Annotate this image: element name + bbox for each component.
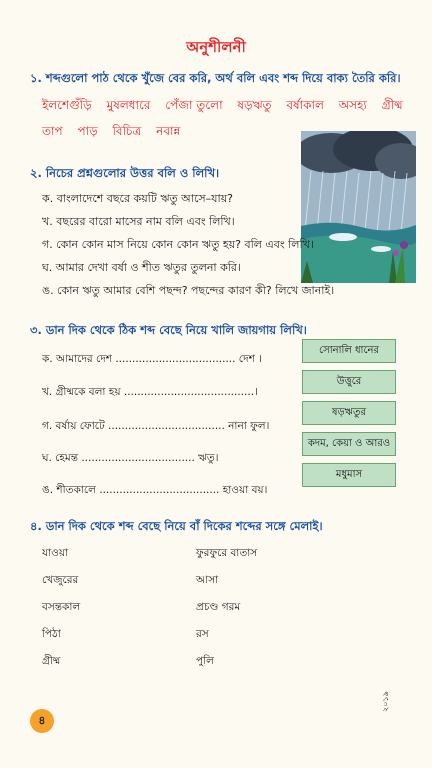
question-2-text: নিচের প্রশ্নগুলোর উত্তর বলি ও লিখি। xyxy=(45,166,220,180)
match-right-item: পুলি xyxy=(196,655,214,667)
option-box: কদম, কেয়া ও আরও xyxy=(302,432,396,456)
option-box: মধুমাস xyxy=(302,463,396,487)
word-item: অসহ্য xyxy=(338,98,367,112)
match-left-item: পিঠা xyxy=(42,628,61,640)
word-item: তাপ xyxy=(42,124,63,138)
fill-blank-item: গ. বর্ষায় ফোটে ................................... নানা ফুল। xyxy=(42,420,270,432)
fill-blank-item: ঘ. হেমন্ত .................................. ঋতু। xyxy=(42,452,219,464)
question-2-item: ঘ. আমার দেখা বর্ষা ও শীত ঋতুর তুলনা করি। xyxy=(42,261,241,274)
question-4-number: ৪. xyxy=(30,519,42,533)
question-2-heading xyxy=(30,165,219,184)
match-right-item: ফুরফুরে বাতাস xyxy=(196,547,258,559)
fill-blank-item: খ. গ্রীষ্মকে বলা হয় .......................................। xyxy=(42,386,258,398)
match-right-item: আসা xyxy=(196,574,219,586)
question-1-heading xyxy=(30,70,401,89)
rain-storm-illustration xyxy=(301,131,416,283)
word-item: মুষলধারে xyxy=(106,98,151,112)
fill-blank-item: ঙ. শীতকালে .................................... হাওয়া বয়। xyxy=(42,484,268,496)
match-left-item: বসন্তকাল xyxy=(42,601,81,613)
match-left-item: খেজুরের xyxy=(42,574,79,586)
question-2-item: ঙ. কোন ঋতু আমার বেশি পছন্দ? পছন্দের কারণ কী? লিখে জানাই। xyxy=(42,284,335,297)
word-item: নবান্ন xyxy=(156,124,181,138)
year-label: ২০১৯ xyxy=(381,691,390,712)
word-item: ষড়ঋতু xyxy=(237,98,272,112)
match-left-item: যাওয়া xyxy=(42,547,69,559)
question-1-number: ১. xyxy=(30,71,42,85)
match-right-item: প্রচণ্ড গরম xyxy=(196,601,241,613)
option-box: ষড়ঋতুর xyxy=(302,401,396,425)
question-2-item: ক. বাংলাদেশে বছরে কয়টি ঋতু আসে–যায়? xyxy=(42,192,234,205)
match-right-item: রস xyxy=(196,628,209,640)
word-item: পেঁজা তুলো xyxy=(165,98,223,112)
question-2-number: ২. xyxy=(30,166,42,180)
fill-blank-item: ক. আমাদের দেশ .................................... দেশ । xyxy=(42,353,262,365)
question-3-number: ৩. xyxy=(30,323,42,337)
question-3-heading xyxy=(30,322,307,341)
word-item: ইলশেগুঁড়ি xyxy=(42,98,92,112)
question-1-text: শব্দগুলো পাঠ থেকে খুঁজে বের করি, অর্থ বলি এবং শব্দ দিয়ে বাক্য তৈরি করি। xyxy=(45,71,401,85)
option-box: উত্তুরে xyxy=(302,370,396,394)
question-3-text: ডান দিক থেকে ঠিক শব্দ বেছে নিয়ে খালি জায়গায় লিখি। xyxy=(45,323,307,337)
question-2-item: গ. কোন কোন মাস নিয়ে কোন কোন ঋতু হয়? বলি এবং লিখি। xyxy=(42,238,314,251)
option-box: সোনালি ধানের xyxy=(302,339,396,363)
page-title: অনুশীলনী xyxy=(186,38,246,56)
word-item: বিচিত্র xyxy=(112,124,142,138)
word-item: গ্রীষ্ম xyxy=(381,98,403,112)
word-item: বর্ষাকাল xyxy=(286,98,324,112)
word-item: পাড় xyxy=(77,124,98,138)
page-number-badge: ৪ xyxy=(30,709,54,733)
question-2-item: খ. বছরের বারো মাসের নাম বলি এবং লিখি। xyxy=(42,215,235,228)
question-4-heading xyxy=(30,518,323,537)
question-4-text: ডান দিক থেকে শব্দ বেছে নিয়ে বাঁ দিকের শব্দের সঙ্গে মেলাই। xyxy=(45,519,323,533)
match-left-item: গ্রীষ্ম xyxy=(42,655,61,667)
